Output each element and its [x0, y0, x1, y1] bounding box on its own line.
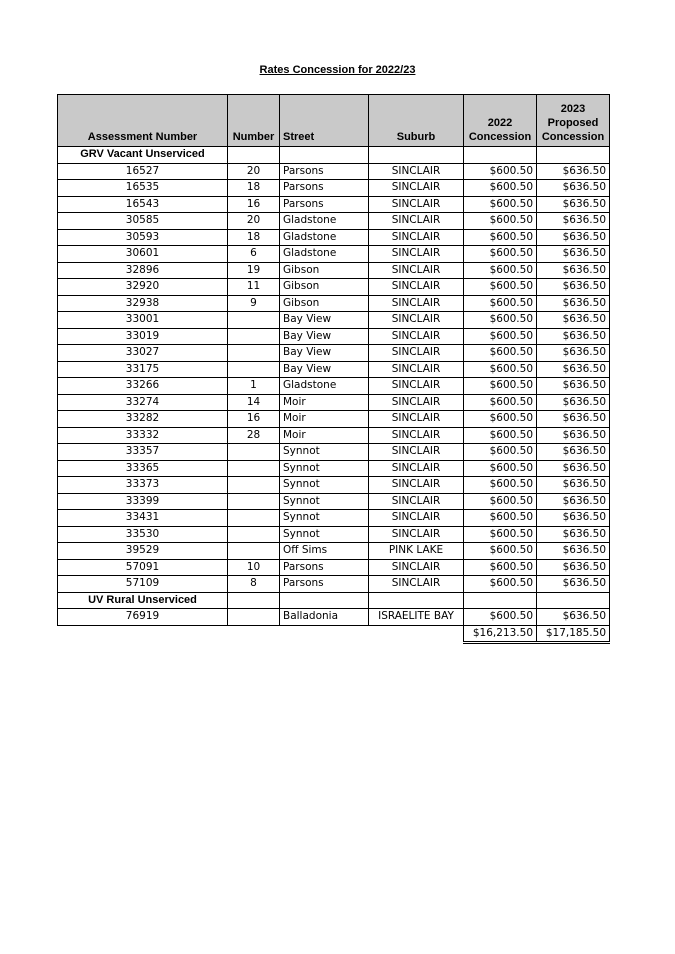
table-row: [58, 262, 610, 279]
cell-2023-concession: $636.50: [537, 378, 610, 395]
table-row: [58, 163, 610, 180]
cell-suburb: SINCLAIR: [369, 361, 464, 378]
cell-suburb: ISRAELITE BAY: [369, 609, 464, 626]
cell-2023-concession: $636.50: [537, 427, 610, 444]
cell-suburb: SINCLAIR: [369, 295, 464, 312]
page-title-text: Rates Concession for 2022/23: [259, 64, 416, 76]
table-row: [58, 312, 610, 329]
cell-street: Synnot: [280, 493, 369, 510]
header-2022-line1: 2022: [487, 117, 513, 129]
cell-2023-concession: $636.50: [537, 444, 610, 461]
cell-2023-concession: $636.50: [537, 279, 610, 296]
cell-street-number: 18: [228, 180, 280, 197]
total-2022-concession: $16,213.50: [464, 625, 537, 643]
cell-suburb: SINCLAIR: [369, 576, 464, 593]
section-header-row: [58, 592, 610, 609]
rates-concession-table: [57, 94, 610, 644]
cell-2023-concession: $636.50: [537, 609, 610, 626]
empty-cell: [369, 147, 464, 164]
cell-2022-concession: $600.50: [464, 163, 537, 180]
cell-2022-concession: $600.50: [464, 180, 537, 197]
cell-suburb: SINCLAIR: [369, 312, 464, 329]
blank-cell: [369, 625, 464, 643]
section-label: UV Rural Unserviced: [58, 592, 228, 609]
cell-2022-concession: $600.50: [464, 361, 537, 378]
cell-suburb: SINCLAIR: [369, 246, 464, 263]
cell-street: Off Sims: [280, 543, 369, 560]
cell-2023-concession: $636.50: [537, 246, 610, 263]
cell-2022-concession: $600.50: [464, 460, 537, 477]
cell-street-number: [228, 444, 280, 461]
cell-2022-concession: $600.50: [464, 295, 537, 312]
cell-suburb: SINCLAIR: [369, 378, 464, 395]
table-row: [58, 213, 610, 230]
cell-suburb: SINCLAIR: [369, 229, 464, 246]
cell-street: Synnot: [280, 510, 369, 527]
cell-2022-concession: $600.50: [464, 576, 537, 593]
cell-street-number: 16: [228, 196, 280, 213]
cell-street: Parsons: [280, 576, 369, 593]
cell-2023-concession: $636.50: [537, 411, 610, 428]
cell-street: Gibson: [280, 262, 369, 279]
cell-street-number: 18: [228, 229, 280, 246]
cell-2022-concession: $600.50: [464, 559, 537, 576]
cell-2023-concession: $636.50: [537, 196, 610, 213]
cell-street-number: 19: [228, 262, 280, 279]
cell-2022-concession: $600.50: [464, 477, 537, 494]
header-2022-line2: Concession: [468, 131, 532, 143]
cell-assessment-number: 33282: [58, 411, 228, 428]
blank-cell: [228, 625, 280, 643]
table-row: [58, 229, 610, 246]
cell-suburb: SINCLAIR: [369, 213, 464, 230]
cell-2023-concession: $636.50: [537, 229, 610, 246]
table-row: [58, 427, 610, 444]
cell-2022-concession: $600.50: [464, 378, 537, 395]
cell-street-number: [228, 543, 280, 560]
cell-street: Bay View: [280, 328, 369, 345]
cell-2022-concession: $600.50: [464, 444, 537, 461]
table-row: [58, 196, 610, 213]
cell-street: Gladstone: [280, 213, 369, 230]
table-row: [58, 609, 610, 626]
section-label: GRV Vacant Unserviced: [58, 147, 228, 164]
cell-2023-concession: $636.50: [537, 312, 610, 329]
cell-suburb: SINCLAIR: [369, 411, 464, 428]
cell-street-number: [228, 526, 280, 543]
cell-street-number: 14: [228, 394, 280, 411]
cell-suburb: SINCLAIR: [369, 493, 464, 510]
cell-suburb: SINCLAIR: [369, 328, 464, 345]
cell-suburb: SINCLAIR: [369, 477, 464, 494]
header-2023-line2: Proposed: [547, 117, 599, 129]
cell-street-number: 20: [228, 213, 280, 230]
blank-cell: [58, 625, 228, 643]
cell-street: Balladonia: [280, 609, 369, 626]
header-2022-concession: [464, 95, 537, 147]
empty-cell: [369, 592, 464, 609]
table-row: [58, 576, 610, 593]
table-row: [58, 246, 610, 263]
cell-assessment-number: 33332: [58, 427, 228, 444]
cell-2022-concession: $600.50: [464, 196, 537, 213]
cell-2023-concession: $636.50: [537, 460, 610, 477]
cell-assessment-number: 33399: [58, 493, 228, 510]
table-header: [58, 95, 610, 147]
cell-assessment-number: 76919: [58, 609, 228, 626]
table-row: [58, 345, 610, 362]
empty-cell: [228, 147, 280, 164]
cell-suburb: SINCLAIR: [369, 444, 464, 461]
table-row: [58, 460, 610, 477]
cell-suburb: SINCLAIR: [369, 196, 464, 213]
cell-2023-concession: $636.50: [537, 576, 610, 593]
cell-2022-concession: $600.50: [464, 345, 537, 362]
blank-cell: [280, 625, 369, 643]
cell-street-number: [228, 345, 280, 362]
cell-suburb: SINCLAIR: [369, 460, 464, 477]
cell-street: Parsons: [280, 559, 369, 576]
cell-2022-concession: $600.50: [464, 328, 537, 345]
cell-street-number: 9: [228, 295, 280, 312]
cell-2023-concession: $636.50: [537, 361, 610, 378]
cell-2023-concession: $636.50: [537, 163, 610, 180]
table-row: [58, 559, 610, 576]
cell-2022-concession: $600.50: [464, 543, 537, 560]
cell-2022-concession: $600.50: [464, 427, 537, 444]
cell-street-number: 8: [228, 576, 280, 593]
cell-street: Moir: [280, 427, 369, 444]
cell-suburb: SINCLAIR: [369, 394, 464, 411]
cell-street-number: [228, 609, 280, 626]
cell-street: Synnot: [280, 460, 369, 477]
cell-street-number: 1: [228, 378, 280, 395]
empty-cell: [537, 147, 610, 164]
header-number: Number: [228, 95, 280, 147]
empty-cell: [280, 147, 369, 164]
header-street: Street: [280, 95, 369, 147]
cell-assessment-number: 33373: [58, 477, 228, 494]
cell-assessment-number: 33019: [58, 328, 228, 345]
cell-assessment-number: 33027: [58, 345, 228, 362]
cell-street-number: [228, 361, 280, 378]
cell-2023-concession: $636.50: [537, 394, 610, 411]
cell-2023-concession: $636.50: [537, 477, 610, 494]
cell-2022-concession: $600.50: [464, 312, 537, 329]
cell-2022-concession: $600.50: [464, 394, 537, 411]
cell-2022-concession: $600.50: [464, 213, 537, 230]
cell-assessment-number: 30593: [58, 229, 228, 246]
cell-2023-concession: $636.50: [537, 180, 610, 197]
cell-2022-concession: $600.50: [464, 229, 537, 246]
header-row: [58, 95, 610, 147]
cell-assessment-number: 33175: [58, 361, 228, 378]
cell-street-number: [228, 477, 280, 494]
table-row: [58, 526, 610, 543]
cell-2023-concession: $636.50: [537, 510, 610, 527]
cell-street: Parsons: [280, 196, 369, 213]
cell-street-number: 16: [228, 411, 280, 428]
table-row: [58, 444, 610, 461]
cell-assessment-number: 33266: [58, 378, 228, 395]
table-row: [58, 295, 610, 312]
cell-assessment-number: 30601: [58, 246, 228, 263]
page-title: [0, 64, 675, 76]
cell-street: Moir: [280, 411, 369, 428]
empty-cell: [280, 592, 369, 609]
cell-suburb: SINCLAIR: [369, 180, 464, 197]
cell-assessment-number: 33365: [58, 460, 228, 477]
cell-street: Bay View: [280, 361, 369, 378]
cell-2023-concession: $636.50: [537, 295, 610, 312]
table-row: [58, 493, 610, 510]
cell-2022-concession: $600.50: [464, 493, 537, 510]
cell-street-number: 20: [228, 163, 280, 180]
cell-2023-concession: $636.50: [537, 493, 610, 510]
cell-street: Gladstone: [280, 246, 369, 263]
cell-2023-concession: $636.50: [537, 328, 610, 345]
cell-assessment-number: 32938: [58, 295, 228, 312]
table-row: [58, 279, 610, 296]
totals-row: [58, 625, 610, 643]
empty-cell: [537, 592, 610, 609]
cell-assessment-number: 32920: [58, 279, 228, 296]
cell-2022-concession: $600.50: [464, 262, 537, 279]
cell-suburb: SINCLAIR: [369, 345, 464, 362]
cell-street: Parsons: [280, 180, 369, 197]
header-suburb: Suburb: [369, 95, 464, 147]
empty-cell: [228, 592, 280, 609]
cell-suburb: PINK LAKE: [369, 543, 464, 560]
cell-assessment-number: 16543: [58, 196, 228, 213]
table-row: [58, 378, 610, 395]
cell-2022-concession: $600.50: [464, 609, 537, 626]
table-row: [58, 361, 610, 378]
cell-suburb: SINCLAIR: [369, 510, 464, 527]
cell-suburb: SINCLAIR: [369, 427, 464, 444]
cell-street: Bay View: [280, 312, 369, 329]
table-row: [58, 394, 610, 411]
cell-street: Gibson: [280, 295, 369, 312]
cell-assessment-number: 33357: [58, 444, 228, 461]
cell-street-number: 10: [228, 559, 280, 576]
cell-assessment-number: 16527: [58, 163, 228, 180]
cell-street: Moir: [280, 394, 369, 411]
empty-cell: [464, 592, 537, 609]
cell-2022-concession: $600.50: [464, 279, 537, 296]
cell-suburb: SINCLAIR: [369, 163, 464, 180]
table-row: [58, 543, 610, 560]
cell-street-number: 6: [228, 246, 280, 263]
cell-street: Parsons: [280, 163, 369, 180]
cell-assessment-number: 39529: [58, 543, 228, 560]
cell-2023-concession: $636.50: [537, 526, 610, 543]
cell-street: Gladstone: [280, 378, 369, 395]
cell-assessment-number: 32896: [58, 262, 228, 279]
cell-street-number: [228, 328, 280, 345]
cell-assessment-number: 57091: [58, 559, 228, 576]
cell-assessment-number: 57109: [58, 576, 228, 593]
table-row: [58, 180, 610, 197]
cell-2022-concession: $600.50: [464, 510, 537, 527]
cell-2023-concession: $636.50: [537, 559, 610, 576]
header-2023-line3: Concession: [541, 131, 605, 143]
cell-assessment-number: 33431: [58, 510, 228, 527]
cell-street-number: 28: [228, 427, 280, 444]
table-row: [58, 510, 610, 527]
cell-street: Gladstone: [280, 229, 369, 246]
cell-street: Synnot: [280, 526, 369, 543]
cell-street: Bay View: [280, 345, 369, 362]
cell-assessment-number: 30585: [58, 213, 228, 230]
cell-2022-concession: $600.50: [464, 411, 537, 428]
cell-suburb: SINCLAIR: [369, 262, 464, 279]
cell-street-number: [228, 312, 280, 329]
table-row: [58, 477, 610, 494]
cell-street-number: [228, 460, 280, 477]
cell-suburb: SINCLAIR: [369, 279, 464, 296]
cell-street-number: [228, 493, 280, 510]
cell-street-number: 11: [228, 279, 280, 296]
header-2023-line1: 2023: [560, 103, 586, 115]
header-assessment-number: Assessment Number: [58, 95, 228, 147]
cell-suburb: SINCLAIR: [369, 526, 464, 543]
table-row: [58, 411, 610, 428]
cell-2023-concession: $636.50: [537, 345, 610, 362]
cell-street: Synnot: [280, 477, 369, 494]
cell-assessment-number: 33274: [58, 394, 228, 411]
cell-2023-concession: $636.50: [537, 262, 610, 279]
empty-cell: [464, 147, 537, 164]
total-2023-concession: $17,185.50: [537, 625, 610, 643]
cell-assessment-number: 33530: [58, 526, 228, 543]
cell-assessment-number: 16535: [58, 180, 228, 197]
cell-assessment-number: 33001: [58, 312, 228, 329]
cell-street: Gibson: [280, 279, 369, 296]
cell-street-number: [228, 510, 280, 527]
cell-2022-concession: $600.50: [464, 246, 537, 263]
header-2023-proposed-concession: [537, 95, 610, 147]
section-header-row: [58, 147, 610, 164]
table-body: [58, 147, 610, 643]
cell-2023-concession: $636.50: [537, 543, 610, 560]
cell-2022-concession: $600.50: [464, 526, 537, 543]
table-row: [58, 328, 610, 345]
cell-street: Synnot: [280, 444, 369, 461]
cell-2023-concession: $636.50: [537, 213, 610, 230]
cell-suburb: SINCLAIR: [369, 559, 464, 576]
